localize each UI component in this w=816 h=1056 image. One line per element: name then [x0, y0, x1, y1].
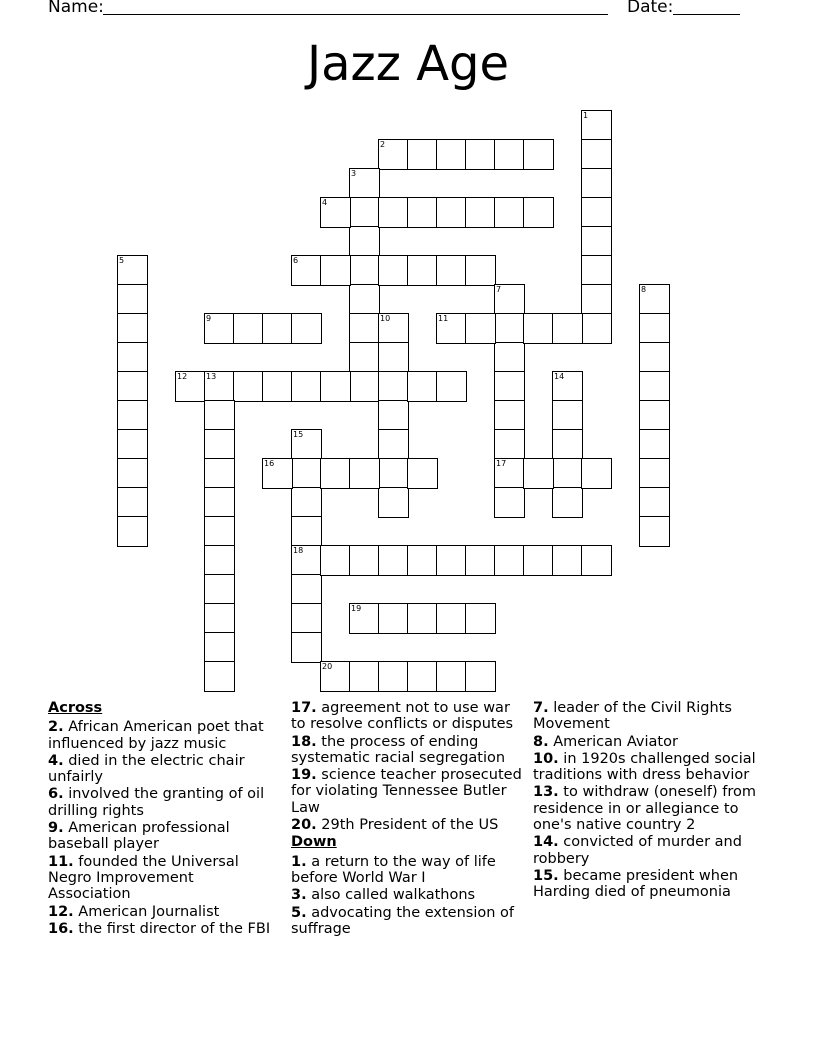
- grid-cell[interactable]: [523, 458, 554, 489]
- clue-number-label: 10.: [533, 750, 559, 767]
- clue: [48, 854, 280, 903]
- clue-column-2: [291, 700, 523, 938]
- grid-cell[interactable]: [204, 400, 235, 431]
- clue-text: became president when Harding died of pneumonia: [533, 867, 739, 901]
- date-label: Date:: [627, 0, 674, 17]
- grid-cell[interactable]: [639, 516, 670, 547]
- header: [0, 0, 816, 20]
- grid-cell[interactable]: [581, 284, 612, 315]
- clue-number: 5: [119, 256, 125, 265]
- grid-cell[interactable]: [204, 545, 235, 576]
- grid-cell[interactable]: [581, 545, 612, 576]
- grid-cell[interactable]: [639, 371, 670, 402]
- grid-cell[interactable]: [291, 487, 322, 518]
- clue-number-label: 11.: [48, 853, 74, 870]
- clue-column-3: [533, 700, 765, 902]
- grid-cell[interactable]: [436, 603, 467, 634]
- grid-cell[interactable]: [204, 371, 235, 402]
- grid-cell[interactable]: [378, 342, 409, 373]
- grid-cell[interactable]: [349, 168, 380, 199]
- grid-cell[interactable]: [407, 371, 438, 402]
- date-field[interactable]: [673, 14, 740, 15]
- clue-number: 12: [177, 372, 188, 381]
- grid-cell[interactable]: [581, 139, 612, 170]
- clue-text: involved the granting of oil drilling rights: [48, 786, 265, 819]
- clue: [291, 887, 523, 903]
- grid-cell[interactable]: [523, 545, 554, 576]
- grid-cell[interactable]: [117, 371, 148, 402]
- grid-cell[interactable]: [523, 313, 554, 344]
- clue-number: 20: [322, 662, 333, 671]
- grid-cell[interactable]: [262, 458, 293, 489]
- grid-cell[interactable]: [494, 313, 525, 344]
- across-heading: Across: [48, 700, 103, 716]
- grid-cell[interactable]: [175, 371, 206, 402]
- grid-cell[interactable]: [117, 429, 148, 460]
- grid-cell[interactable]: [378, 429, 409, 460]
- clue: [48, 719, 280, 752]
- clue-number-label: 6.: [48, 786, 64, 803]
- grid-cell[interactable]: [378, 603, 409, 634]
- grid-cell[interactable]: [436, 545, 467, 576]
- clue-text: agreement not to use war to resolve conflicts or disputes: [291, 700, 514, 733]
- clue-text: leader of the Civil Rights Movement: [533, 700, 732, 733]
- grid-cell[interactable]: [494, 400, 525, 431]
- clue-text: American professional baseball player: [48, 820, 230, 853]
- grid-cell[interactable]: [581, 313, 612, 344]
- grid-cell[interactable]: [320, 255, 351, 286]
- grid-cell[interactable]: [436, 661, 467, 692]
- grid-cell[interactable]: [465, 255, 496, 286]
- grid-cell[interactable]: [407, 458, 438, 489]
- grid-cell[interactable]: [378, 139, 409, 170]
- clue-text: advocating the extension of suffrage: [291, 904, 515, 937]
- grid-cell[interactable]: [349, 284, 380, 315]
- grid-cell[interactable]: [465, 139, 496, 170]
- clue-text: also called walkathons: [306, 887, 476, 904]
- clue-text: a return to the way of life before World War I: [291, 853, 496, 886]
- clue: [48, 921, 280, 937]
- clue-number-label: 9.: [48, 820, 64, 837]
- clue-number: 17: [496, 459, 507, 468]
- grid-cell[interactable]: [494, 371, 525, 402]
- grid-cell[interactable]: [552, 545, 583, 576]
- clue-number: 6: [293, 256, 299, 265]
- clue: [533, 700, 765, 733]
- grid-cell[interactable]: [552, 487, 583, 518]
- clue: [533, 868, 765, 901]
- grid-cell[interactable]: [378, 661, 409, 692]
- grid-cell[interactable]: [494, 458, 525, 489]
- grid-cell[interactable]: [117, 342, 148, 373]
- clue-text: science teacher prosecuted for violating Tennessee Butler Law: [291, 767, 522, 816]
- grid-cell[interactable]: [320, 371, 351, 402]
- page-title: Jazz Age: [306, 36, 510, 92]
- clue-text: the first director of the FBI: [73, 920, 271, 937]
- grid-cell[interactable]: [407, 255, 438, 286]
- grid-cell[interactable]: [639, 342, 670, 373]
- grid-cell[interactable]: [117, 487, 148, 518]
- clue-number-label: 7.: [533, 700, 549, 716]
- grid-cell[interactable]: [436, 197, 467, 228]
- grid-cell[interactable]: [378, 197, 409, 228]
- grid-cell[interactable]: [320, 197, 351, 228]
- grid-cell[interactable]: [349, 342, 380, 373]
- grid-cell[interactable]: [639, 458, 670, 489]
- clue-number-label: 20.: [291, 817, 317, 834]
- clue-column-1: [48, 700, 280, 938]
- grid-cell[interactable]: [291, 603, 322, 634]
- clue-text: African American poet that influenced by jazz music: [48, 719, 264, 752]
- clue-number: 1: [583, 111, 589, 120]
- grid-cell[interactable]: [349, 545, 380, 576]
- grid-cell[interactable]: [378, 255, 409, 286]
- clue-number: 4: [322, 198, 328, 207]
- grid-cell[interactable]: [494, 197, 525, 228]
- grid-cell[interactable]: [291, 574, 322, 605]
- clue-text: 29th President of the US: [316, 817, 499, 834]
- grid-cell[interactable]: [494, 139, 525, 170]
- grid-cell[interactable]: [204, 313, 235, 344]
- grid-cell[interactable]: [494, 284, 525, 315]
- grid-cell[interactable]: [552, 400, 583, 431]
- grid-cell[interactable]: [349, 371, 380, 402]
- down-heading: Down: [291, 834, 337, 851]
- clue-number-label: 5.: [291, 904, 307, 921]
- grid-cell[interactable]: [465, 197, 496, 228]
- clue-number-label: 8.: [533, 733, 549, 750]
- grid-cell[interactable]: [291, 632, 322, 663]
- grid-cell[interactable]: [581, 226, 612, 257]
- grid-cell[interactable]: [465, 603, 496, 634]
- clue-number-label: 19.: [291, 767, 317, 784]
- grid-cell[interactable]: [349, 661, 380, 692]
- grid-cell[interactable]: [407, 197, 438, 228]
- name-field[interactable]: [103, 14, 608, 15]
- grid-cell[interactable]: [581, 458, 612, 489]
- grid-cell[interactable]: [465, 545, 496, 576]
- clue-number-label: 13.: [533, 784, 559, 801]
- grid-cell[interactable]: [378, 313, 409, 344]
- clue-number-label: 18.: [291, 733, 317, 750]
- clue-text: American Journalist: [73, 903, 220, 920]
- clue-number: 15: [293, 430, 304, 439]
- grid-cell[interactable]: [494, 487, 525, 518]
- grid-cell[interactable]: [117, 516, 148, 547]
- grid-cell[interactable]: [233, 313, 264, 344]
- clue-number: 2: [380, 140, 386, 149]
- grid-cell[interactable]: [378, 400, 409, 431]
- clue: [533, 784, 765, 833]
- clue-number: 16: [264, 459, 275, 468]
- grid-cell[interactable]: [291, 516, 322, 547]
- clue-number: 3: [351, 169, 357, 178]
- clue: [533, 734, 765, 750]
- name-label: Name:: [48, 0, 104, 17]
- clue: [291, 817, 523, 833]
- grid-cell[interactable]: [117, 284, 148, 315]
- grid-cell[interactable]: [204, 661, 235, 692]
- grid-cell[interactable]: [436, 313, 467, 344]
- grid-cell[interactable]: [436, 371, 467, 402]
- grid-cell[interactable]: [436, 139, 467, 170]
- grid-cell[interactable]: [552, 458, 583, 489]
- grid-cell[interactable]: [117, 458, 148, 489]
- grid-cell[interactable]: [233, 371, 264, 402]
- clue-number: 9: [206, 314, 212, 323]
- grid-cell[interactable]: [407, 661, 438, 692]
- clue-text: American Aviator: [548, 733, 678, 750]
- grid-cell[interactable]: [204, 603, 235, 634]
- clue-text: the process of ending systematic racial segregation: [291, 733, 506, 766]
- grid-cell[interactable]: [117, 255, 148, 286]
- grid-cell[interactable]: [494, 545, 525, 576]
- grid-cell[interactable]: [262, 371, 293, 402]
- clue-number-label: 2.: [48, 719, 64, 736]
- grid-cell[interactable]: [291, 545, 322, 576]
- clue-number: 14: [554, 372, 565, 381]
- clue-number: 19: [351, 604, 362, 613]
- grid-cell[interactable]: [639, 284, 670, 315]
- grid-cell[interactable]: [320, 545, 351, 576]
- grid-cell[interactable]: [581, 197, 612, 228]
- grid-cell[interactable]: [204, 429, 235, 460]
- clue-number-label: 12.: [48, 903, 74, 920]
- grid-cell[interactable]: [204, 487, 235, 518]
- clue-text: to withdraw (oneself) from residence in or allegiance to one's native country 2: [533, 784, 757, 834]
- clue-number: 7: [496, 285, 502, 294]
- clue: [291, 700, 523, 733]
- clue: [48, 786, 280, 819]
- grid-cell[interactable]: [639, 313, 670, 344]
- grid-cell[interactable]: [262, 313, 293, 344]
- grid-cell[interactable]: [378, 371, 409, 402]
- grid-cell[interactable]: [523, 197, 554, 228]
- grid-cell[interactable]: [349, 458, 380, 489]
- grid-cell[interactable]: [291, 429, 322, 460]
- grid-cell[interactable]: [349, 313, 380, 344]
- clue-number: 13: [206, 372, 217, 381]
- clue-number: 11: [438, 314, 449, 323]
- clue: [291, 734, 523, 767]
- grid-cell[interactable]: [436, 255, 467, 286]
- grid-cell[interactable]: [552, 313, 583, 344]
- grid-cell[interactable]: [320, 661, 351, 692]
- clue: [533, 834, 765, 867]
- grid-cell[interactable]: [407, 603, 438, 634]
- grid-cell[interactable]: [291, 313, 322, 344]
- grid-cell[interactable]: [291, 371, 322, 402]
- grid-cell[interactable]: [581, 168, 612, 199]
- grid-cell[interactable]: [523, 139, 554, 170]
- clue-text: founded the Universal Negro Improvement Association: [48, 853, 239, 903]
- grid-cell[interactable]: [407, 545, 438, 576]
- grid-cell[interactable]: [117, 313, 148, 344]
- clue-number: 8: [641, 285, 647, 294]
- grid-cell[interactable]: [581, 110, 612, 141]
- grid-cell[interactable]: [349, 197, 380, 228]
- clue: [48, 820, 280, 853]
- clue-number-label: 15.: [533, 867, 559, 884]
- clue: [533, 751, 765, 784]
- grid-cell[interactable]: [407, 139, 438, 170]
- grid-cell[interactable]: [494, 342, 525, 373]
- grid-cell[interactable]: [320, 458, 351, 489]
- grid-cell[interactable]: [581, 255, 612, 286]
- grid-cell[interactable]: [291, 255, 322, 286]
- clue-number-label: 4.: [48, 752, 64, 769]
- clue: [291, 767, 523, 816]
- grid-cell[interactable]: [552, 429, 583, 460]
- clue-text: died in the electric chair unfairly: [48, 752, 245, 786]
- grid-cell[interactable]: [378, 545, 409, 576]
- grid-cell[interactable]: [204, 516, 235, 547]
- grid-cell[interactable]: [639, 429, 670, 460]
- grid-cell[interactable]: [117, 400, 148, 431]
- grid-cell[interactable]: [204, 574, 235, 605]
- clue-number: 10: [380, 314, 391, 323]
- clue-number-label: 16.: [48, 920, 74, 937]
- clue: [48, 904, 280, 920]
- clue-text: convicted of murder and robbery: [533, 834, 742, 867]
- clue-number-label: 17.: [291, 700, 317, 716]
- clue-number-label: 14.: [533, 834, 559, 851]
- clue: [291, 854, 523, 887]
- grid-cell[interactable]: [639, 400, 670, 431]
- grid-cell[interactable]: [349, 603, 380, 634]
- grid-cell[interactable]: [552, 371, 583, 402]
- grid-cell[interactable]: [291, 458, 322, 489]
- grid-cell[interactable]: [204, 458, 235, 489]
- grid-cell[interactable]: [378, 458, 409, 489]
- clue-number-label: 1.: [291, 853, 307, 870]
- grid-cell[interactable]: [639, 487, 670, 518]
- grid-cell[interactable]: [204, 632, 235, 663]
- grid-cell[interactable]: [494, 429, 525, 460]
- clue-number-label: 3.: [291, 887, 307, 904]
- grid-cell[interactable]: [349, 226, 380, 257]
- grid-cell[interactable]: [349, 255, 380, 286]
- clue-number: 18: [293, 546, 304, 555]
- grid-cell[interactable]: [465, 313, 496, 344]
- clue-text: in 1920s challenged social traditions with dress behavior: [533, 750, 756, 784]
- clue: [48, 753, 280, 786]
- grid-cell[interactable]: [378, 487, 409, 518]
- grid-cell[interactable]: [465, 661, 496, 692]
- clue: [291, 905, 523, 938]
